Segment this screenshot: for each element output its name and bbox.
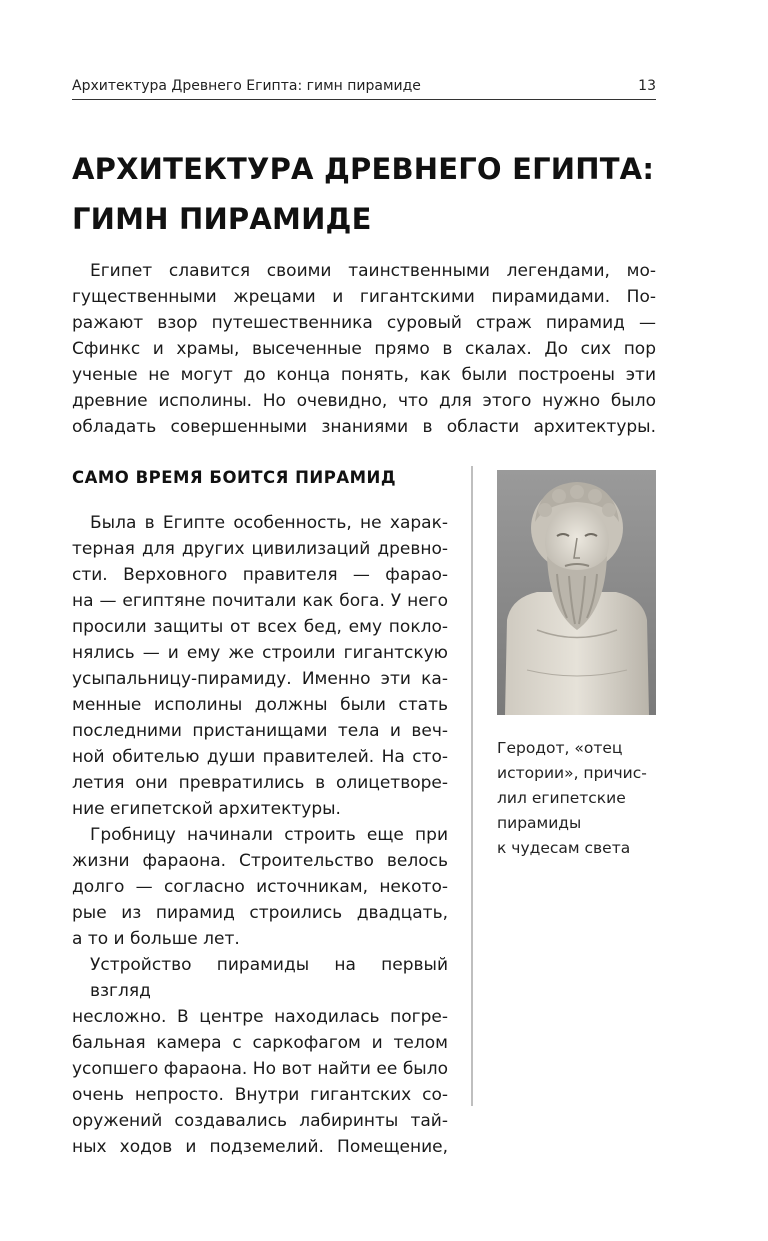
body-line: очень непросто. Внутри гигантских со- <box>72 1085 448 1105</box>
running-header <box>72 76 656 96</box>
page-number: 13 <box>638 78 656 94</box>
body-paragraph <box>72 510 448 822</box>
caption-line: лил египетские <box>497 789 626 807</box>
caption-line: к чудесам света <box>497 839 631 857</box>
chapter-title-line: АРХИТЕКТУРА ДРЕВНЕГО ЕГИПТА: <box>72 152 655 186</box>
intro-line: ражают взор путешественника суровый страж пирамид — <box>72 313 656 333</box>
chapter-title-line: ГИМН ПИРАМИДЕ <box>72 202 372 236</box>
body-line: менные исполины должны были стать <box>72 695 448 715</box>
intro-paragraph <box>72 258 656 440</box>
intro-line: гущественными жрецами и гигантскими пирамидами. По- <box>72 287 656 307</box>
intro-line: Египет славится своими таинственными легендами, мо- <box>90 261 656 281</box>
body-line: жизни фараона. Строительство велось <box>72 851 448 871</box>
body-paragraph <box>72 822 448 952</box>
body-line: а то и больше лет. <box>72 929 240 949</box>
body-line: ной обителью души правителей. На сто- <box>72 747 448 767</box>
body-line: усопшего фараона. Но вот найти ее было <box>72 1059 448 1079</box>
running-header-title: Архитектура Древнего Египта: гимн пирамиде <box>72 78 421 94</box>
chapter-title <box>72 144 672 244</box>
body-line: бальная камера с саркофагом и телом <box>72 1033 448 1053</box>
body-line: ние египетской архитектуры. <box>72 799 341 819</box>
section-title: САМО ВРЕМЯ БОИТСЯ ПИРАМИД <box>72 468 397 487</box>
intro-line: Сфинкс и храмы, высеченные прямо в скалах. До сих пор <box>72 339 656 359</box>
header-rule <box>72 99 656 100</box>
body-line: Гробницу начинали строить еще при <box>90 825 448 845</box>
herodotus-bust-image <box>497 470 656 715</box>
body-line: рые из пирамид строились двадцать, <box>72 903 448 923</box>
body-line: сти. Верховного правителя — фарао- <box>72 565 448 585</box>
caption-line: истории», причис- <box>497 764 647 782</box>
intro-line: ученые не могут до конца понять, как были построены эти <box>72 365 656 385</box>
caption-line: Геродот, «отец <box>497 739 623 757</box>
sidebar-rule <box>471 466 473 1106</box>
body-line: долго — согласно источникам, некото- <box>72 877 448 897</box>
body-line: просили защиты от всех бед, ему покло- <box>72 617 448 637</box>
bust-illustration <box>497 470 656 715</box>
body-line: Была в Египте особенность, не харак- <box>90 513 448 533</box>
body-paragraph <box>72 952 448 1160</box>
body-line: терная для других цивилизаций древно- <box>72 539 448 559</box>
body-line: усыпальницу-пирамиду. Именно эти ка- <box>72 669 448 689</box>
body-line: несложно. В центре находилась погре- <box>72 1007 448 1027</box>
body-line: летия они превратились в олицетворе- <box>72 773 448 793</box>
caption-line: пирамиды <box>497 814 582 832</box>
body-line: на — египтяне почитали как бога. У него <box>72 591 448 611</box>
body-line: нялись — и ему же строили гигантскую <box>72 643 448 663</box>
figure-caption <box>497 736 677 861</box>
body-line: Устройство пирамиды на первый взгляд <box>90 955 448 1001</box>
body-text <box>72 510 448 1160</box>
intro-line: древние исполины. Но очевидно, что для этого нужно было <box>72 391 656 411</box>
body-line: оружений создавались лабиринты тай- <box>72 1111 448 1131</box>
body-line: последними пристанищами тела и веч- <box>72 721 448 741</box>
body-line: ных ходов и подземелий. Помещение, <box>72 1137 448 1157</box>
intro-line: обладать совершенными знаниями в области архитектуры. <box>72 417 656 437</box>
